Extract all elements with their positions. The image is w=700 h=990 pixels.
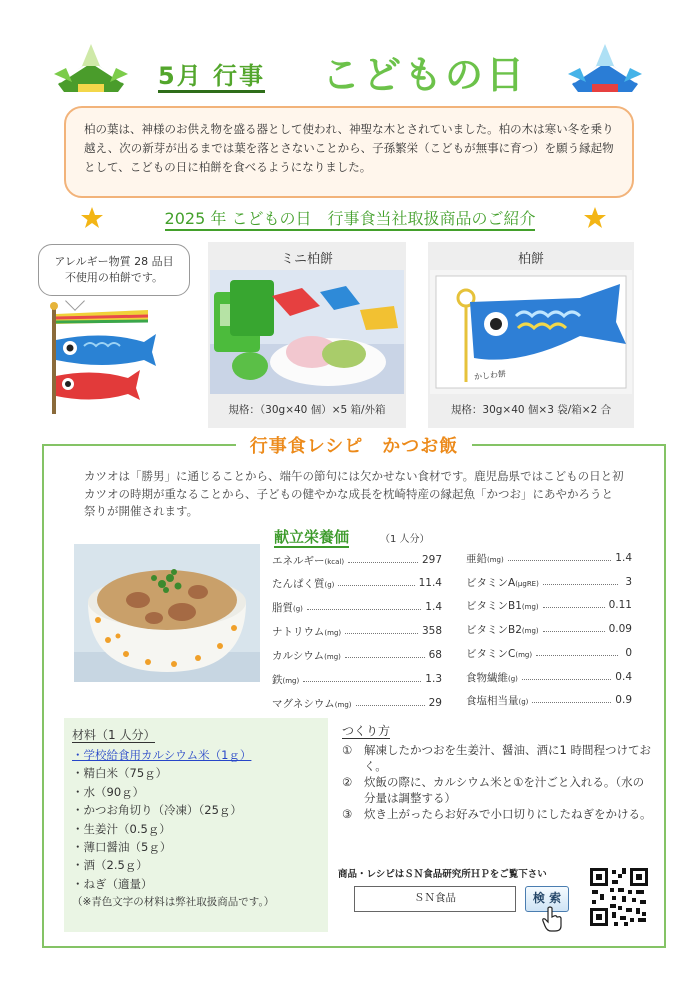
star-icon (583, 206, 607, 230)
allergy-note (38, 244, 190, 296)
recipe-step: ③ 炊き上がったらお好みで小口切りにしたねぎをかける。 (342, 807, 652, 821)
list-item: ・かつお角切り（冷凍）（25ｇ） (72, 803, 242, 818)
kashiwamochi-package-photo (430, 270, 632, 394)
list-item: ・ねぎ（適量） (72, 876, 153, 891)
ingredients-title: 材料（1 人分） (72, 728, 156, 742)
product-name: 柏餅 (517, 252, 544, 267)
green-kabuto-icon (52, 38, 130, 98)
recipe-step: ② 炊飯の際に、カルシウム米と①を汁ごと入れる。（水の分量は調整する） (342, 775, 645, 805)
koinobori-icon (44, 300, 162, 418)
ingredient-link[interactable]: ・学校給食用カルシウム米（1ｇ） (72, 748, 252, 762)
nutrition-row: 脂質(g) 1.4 (272, 601, 442, 614)
event-label: 5月 行事 (158, 56, 288, 92)
allergy-line-1: アレルギー物質 28 品目 (54, 255, 174, 268)
list-item: ・酒（2.5ｇ） (72, 858, 148, 873)
ingredients-note: （※青色文字の材料は弊社取扱商品です。） (72, 896, 275, 908)
product-card-mini-kashiwamochi (208, 242, 406, 428)
nutrition-row: 亜鉛(mg) 1.4 (466, 552, 632, 565)
page-title: こどもの日 (322, 53, 528, 97)
search-input[interactable]: ＳＮ食品 (354, 886, 516, 912)
product-spec: 規格：（30g×40 個）×5 箱/外箱 (228, 404, 386, 416)
list-item: ・水（90ｇ） (72, 784, 145, 799)
recipe-step: ① 解凍したかつおを生姜汁、醤油、酒に1 時間程つけておく。 (342, 743, 651, 773)
recipe-title: 行事食レシピ かつお飯 (249, 436, 459, 457)
product-name: ミニ柏餅 (280, 252, 333, 267)
steps-title: つくり方 (342, 724, 391, 738)
nutrition-row: カルシウム(mg) 68 (272, 649, 442, 662)
search-button[interactable]: 検 索 (525, 886, 569, 912)
product-spec: 規格：30g×40 個×3 袋/箱×2 合 (450, 404, 612, 416)
nutrition-row: エネルギー(kcal) 297 (272, 554, 442, 567)
list-item: ・生姜汁（0.5ｇ） (72, 821, 171, 836)
section-subtitle: 2025 年 こどもの日 行事食当社取扱商品のご紹介 (90, 206, 610, 232)
nutrition-row: 鉄(mg) 1.3 (272, 673, 442, 686)
recipe-description: カツオは「勝男」に通じることから、端午の節句には欠かせない食材です。鹿児島県ではこどもの日と初カツオの時期が重なることから、子どもの健やかな成長を枕崎特産の縁起魚「かつお」にあやかろうと祭りが開催されます。 (84, 469, 624, 518)
nutrition-row: たんぱく質(g) 11.4 (272, 577, 442, 590)
mini-kashiwamochi-photo (210, 270, 404, 394)
qr-code-icon[interactable] (588, 866, 650, 928)
nutrition-row: 食物繊維(g) 0.4 (466, 671, 632, 684)
blue-kabuto-icon (566, 38, 644, 98)
pointer-hand-icon (540, 906, 564, 932)
nutrition-row: ビタミンB2(mg) 0.09 (466, 623, 632, 636)
katsuo-meshi-photo (74, 544, 260, 682)
allergy-line-2: 不使用の柏餅です。 (64, 271, 164, 284)
nutrition-row: ナトリウム(mg) 358 (272, 625, 442, 638)
package-label: かしわ餅 (473, 369, 507, 382)
list-item: ・精白米（75ｇ） (72, 766, 168, 781)
nutrition-row: ビタミンA(μgRE) 3 (466, 576, 632, 589)
nutrition-row: 食塩相当量(g) 0.9 (466, 694, 632, 707)
intro-text: 柏の葉は、神様のお供え物を盛る器として使われ、神聖な木とされていました。柏の木は寒い冬を乗り越え、次の新芽が出るまでは葉を落とさないことから、子孫繁栄（こどもが無事に育つ）を願う縁起物として、こどもの日に柏餅を食べるようになりました。 (64, 106, 634, 198)
nutrition-row: ビタミンB1(mg) 0.11 (466, 599, 632, 612)
nutrition-row: マグネシウム(mg) 29 (272, 697, 442, 710)
nutrition-row: ビタミンC(mg) 0 (466, 647, 632, 660)
ingredients-list (72, 746, 322, 893)
product-card-kashiwamochi (428, 242, 634, 428)
nutrition-heading: 献立栄養価 (274, 528, 350, 546)
search-prompt: 商品・レシピはＳＮ食品研究所ＨＰをご覧下さい (338, 869, 547, 880)
nutrition-serving: （1 人分） (380, 534, 430, 545)
list-item: ・薄口醤油（5ｇ） (72, 839, 172, 854)
